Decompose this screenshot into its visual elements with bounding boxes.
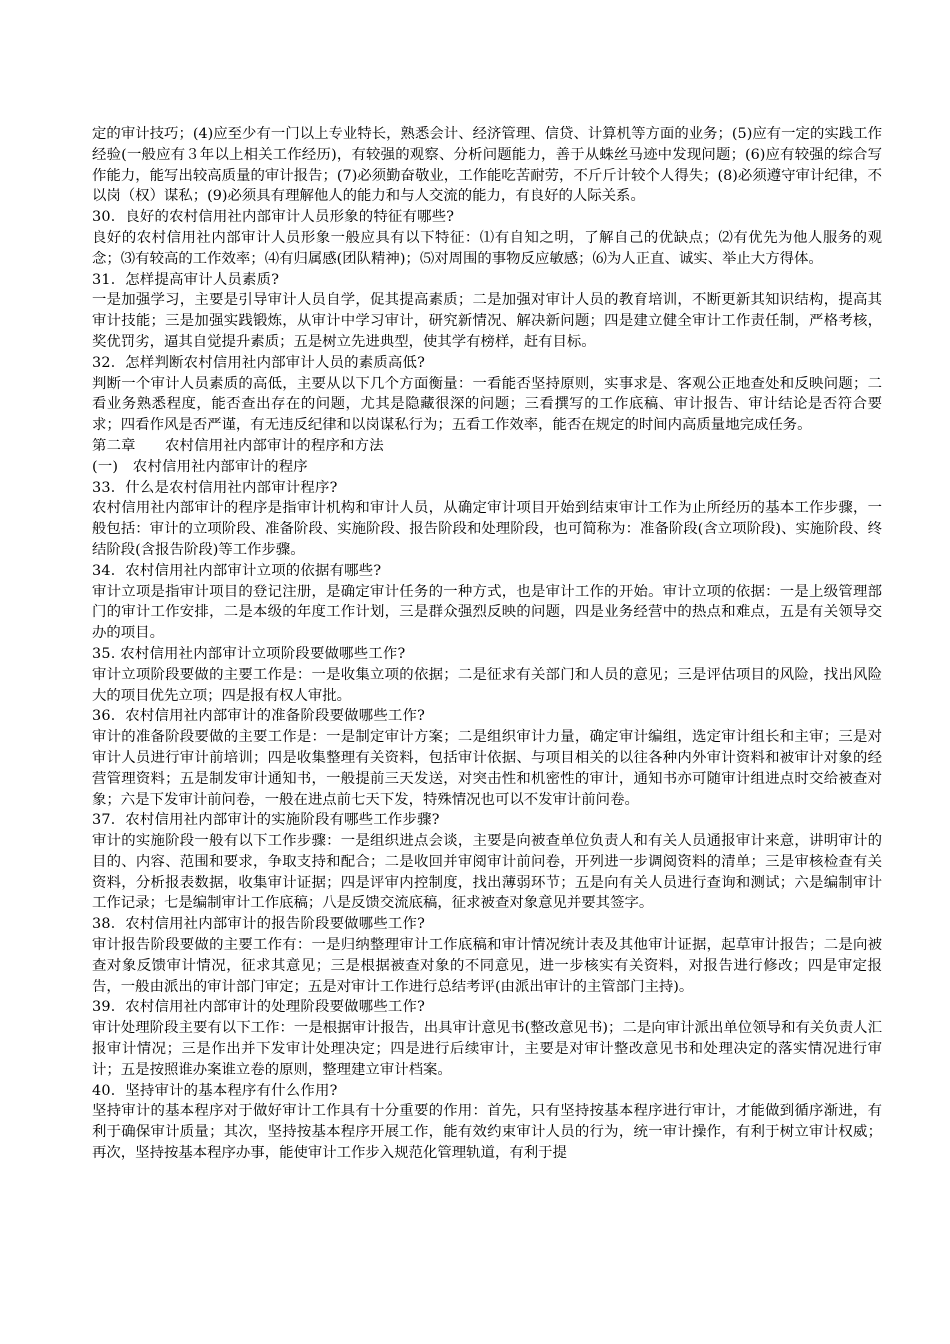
body-paragraph: 审计立项阶段要做的主要工作是：一是收集立项的依据；二是征求有关部门和人员的意见；三是评估项目的风险，找出风险大的项目优先立项；四是报有权人审批。: [92, 666, 882, 704]
body-paragraph: 审计立项是指审计项目的登记注册，是确定审计任务的一种方式，也是审计工作的开始。审计立项的依据：一是上级管理部门的审计工作安排，二是本级的年度工作计划，三是群众强烈反映的问题，四是业务经营中的热点和难点，五是有关领导交办的项目。: [92, 583, 882, 642]
body-paragraph: 农村信用社内部审计的程序是指审计机构和审计人员，从确定审计项目开始到结束审计工作为止所经历的基本工作步骤，一般包括：审计的立项阶段、准备阶段、实施阶段、报告阶段和处理阶段，也可简称为：准备阶段(含立项阶段)、实施阶段、终结阶段(含报告阶段)等工作步骤。: [92, 500, 882, 558]
document-page: [92, 124, 882, 1164]
question-heading: 30．良好的农村信用社内部审计人员形象的特征有哪些?: [92, 209, 455, 226]
question-heading: 32．怎样判断农村信用社内部审计人员的素质高低?: [92, 354, 426, 371]
question-heading: 34．农村信用社内部审计立项的依据有哪些?: [92, 562, 382, 579]
body-paragraph: 一是加强学习，主要是引导审计人员自学，促其提高素质；二是加强对审计人员的教育培训，不断更新其知识结构，提高其审计技能；三是加强实践锻炼，从审计中学习审计，研究新情况、解决新问题；四是建立健全审计工作责任制，严格考核，奖优罚劣，逼其自觉提升素质；五是树立先进典型，使其学有榜样，赶有目标。: [92, 292, 882, 350]
question-heading: 38．农村信用社内部审计的报告阶段要做哪些工作?: [92, 916, 426, 933]
question-heading: 31．怎样提高审计人员素质?: [92, 271, 280, 288]
chapter-heading: 第二章 农村信用社内部审计的程序和方法: [92, 437, 384, 454]
question-heading: 33．什么是农村信用社内部审计程序?: [92, 479, 338, 496]
body-paragraph: 审计的实施阶段一般有以下工作步骤：一是组织进点会谈，主要是向被查单位负责人和有关人员通报审计来意，讲明审计的目的、内容、范围和要求，争取支持和配合；二是收回并审阅审计前问卷，开列进一步调阅资料的清单；三是审核检查有关资料，分析报表数据，收集审计证据；四是评审内控制度，找出薄弱环节；五是向有关人员进行查询和测试；六是编制审计工作记录；七是编制审计工作底稿；八是反馈交流底稿，征求被查对象意见并要其签字。: [92, 833, 882, 912]
body-paragraph: 审计报告阶段要做的主要工作有：一是归纳整理审计工作底稿和审计情况统计表及其他审计证据，起草审计报告；二是向被查对象反馈审计情况，征求其意见；三是根据被查对象的不同意见，进一步核实有关资料，对报告进行修改；四是审定报告，一般由派出的审计部门审定；五是对审计工作进行总结考评(由派出审计的主管部门主持)。: [92, 937, 882, 995]
body-paragraph: 良好的农村信用社内部审计人员形象一般应具有以下特征：⑴有自知之明，了解自己的优缺点；⑵有优先为他人服务的观念；⑶有较高的工作效率；⑷有归属感(团队精神)；⑸对周围的事物反应敏感；⑹为人正直、诚实、举止大方得体。: [92, 229, 882, 267]
body-paragraph: 审计处理阶段主要有以下工作：一是根据审计报告，出具审计意见书(整改意见书)；二是向审计派出单位领导和有关负责人汇报审计情况；三是作出并下发审计处理决定；四是进行后续审计，主要是对审计整改意见书和处理决定的落实情况进行审计；五是按照谁办案谁立卷的原则，整理建立审计档案。: [92, 1020, 882, 1078]
question-heading: 40．坚持审计的基本程序有什么作用?: [92, 1082, 338, 1099]
question-heading: 39．农村信用社内部审计的处理阶段要做哪些工作?: [92, 999, 426, 1016]
body-paragraph: 审计的准备阶段要做的主要工作是：一是制定审计方案；二是组织审计力量，确定审计编组，选定审计组长和主审；三是对审计人员进行审计前培训；四是收集整理有关资料，包括审计依据、与项目相关的以往各种内外审计资料和被审计对象的经营管理资料；五是制发审计通知书，一般提前三天发送，对突击性和机密性的审计，通知书亦可随审计组进点时交给被查对象；六是下发审计前问卷，一般在进点前七天下发，特殊情况也可以不发审计前问卷。: [92, 729, 882, 808]
question-heading: 36．农村信用社内部审计的准备阶段要做哪些工作?: [92, 708, 426, 725]
body-paragraph: 坚持审计的基本程序对于做好审计工作具有十分重要的作用：首先，只有坚持按基本程序进行审计，才能做到循序渐进，有利于确保审计质量；其次，坚持按基本程序开展工作，能有效约束审计人员的行为，统一审计操作，有利于树立审计权威；再次，坚持按基本程序办事，能使审计工作步入规范化管理轨道，有利于提: [92, 1103, 882, 1162]
section-heading: (一) 农村信用社内部审计的程序: [92, 458, 308, 475]
question-heading: 35. 农村信用社内部审计立项阶段要做哪些工作?: [92, 645, 406, 662]
body-paragraph: 判断一个审计人员素质的高低，主要从以下几个方面衡量：一看能否坚持原则，实事求是、客观公正地查处和反映问题；二看业务熟悉程度，能否查出存在的问题，尤其是隐藏很深的问题；三看撰写的工作底稿、审计报告、审计结论是否符合要求；四看作风是否严谨，有无违反纪律和以岗谋私行为；五看工作效率，能否在规定的时间内高质量地完成任务。: [92, 375, 882, 434]
body-paragraph: 定的审计技巧；(4)应至少有一门以上专业特长，熟悉会计、经济管理、信贷、计算机等方面的业务；(5)应有一定的实践工作经验(一般应有３年以上相关工作经历)，有较强的观察、分析问题能力，善于从蛛丝马迹中发现问题；(6)应有较强的综合写作能力，能写出较高质量的审计报告；(7)必须勤奋敬业，工作能吃苦耐劳，不斤斤计较个人得失；(8)必须遵守审计纪律，不以岗（权）谋私；(9)必须具有理解他人的能力和与人交流的能力，有良好的人际关系。: [92, 126, 882, 205]
question-heading: 37．农村信用社内部审计的实施阶段有哪些工作步骤?: [92, 812, 440, 829]
